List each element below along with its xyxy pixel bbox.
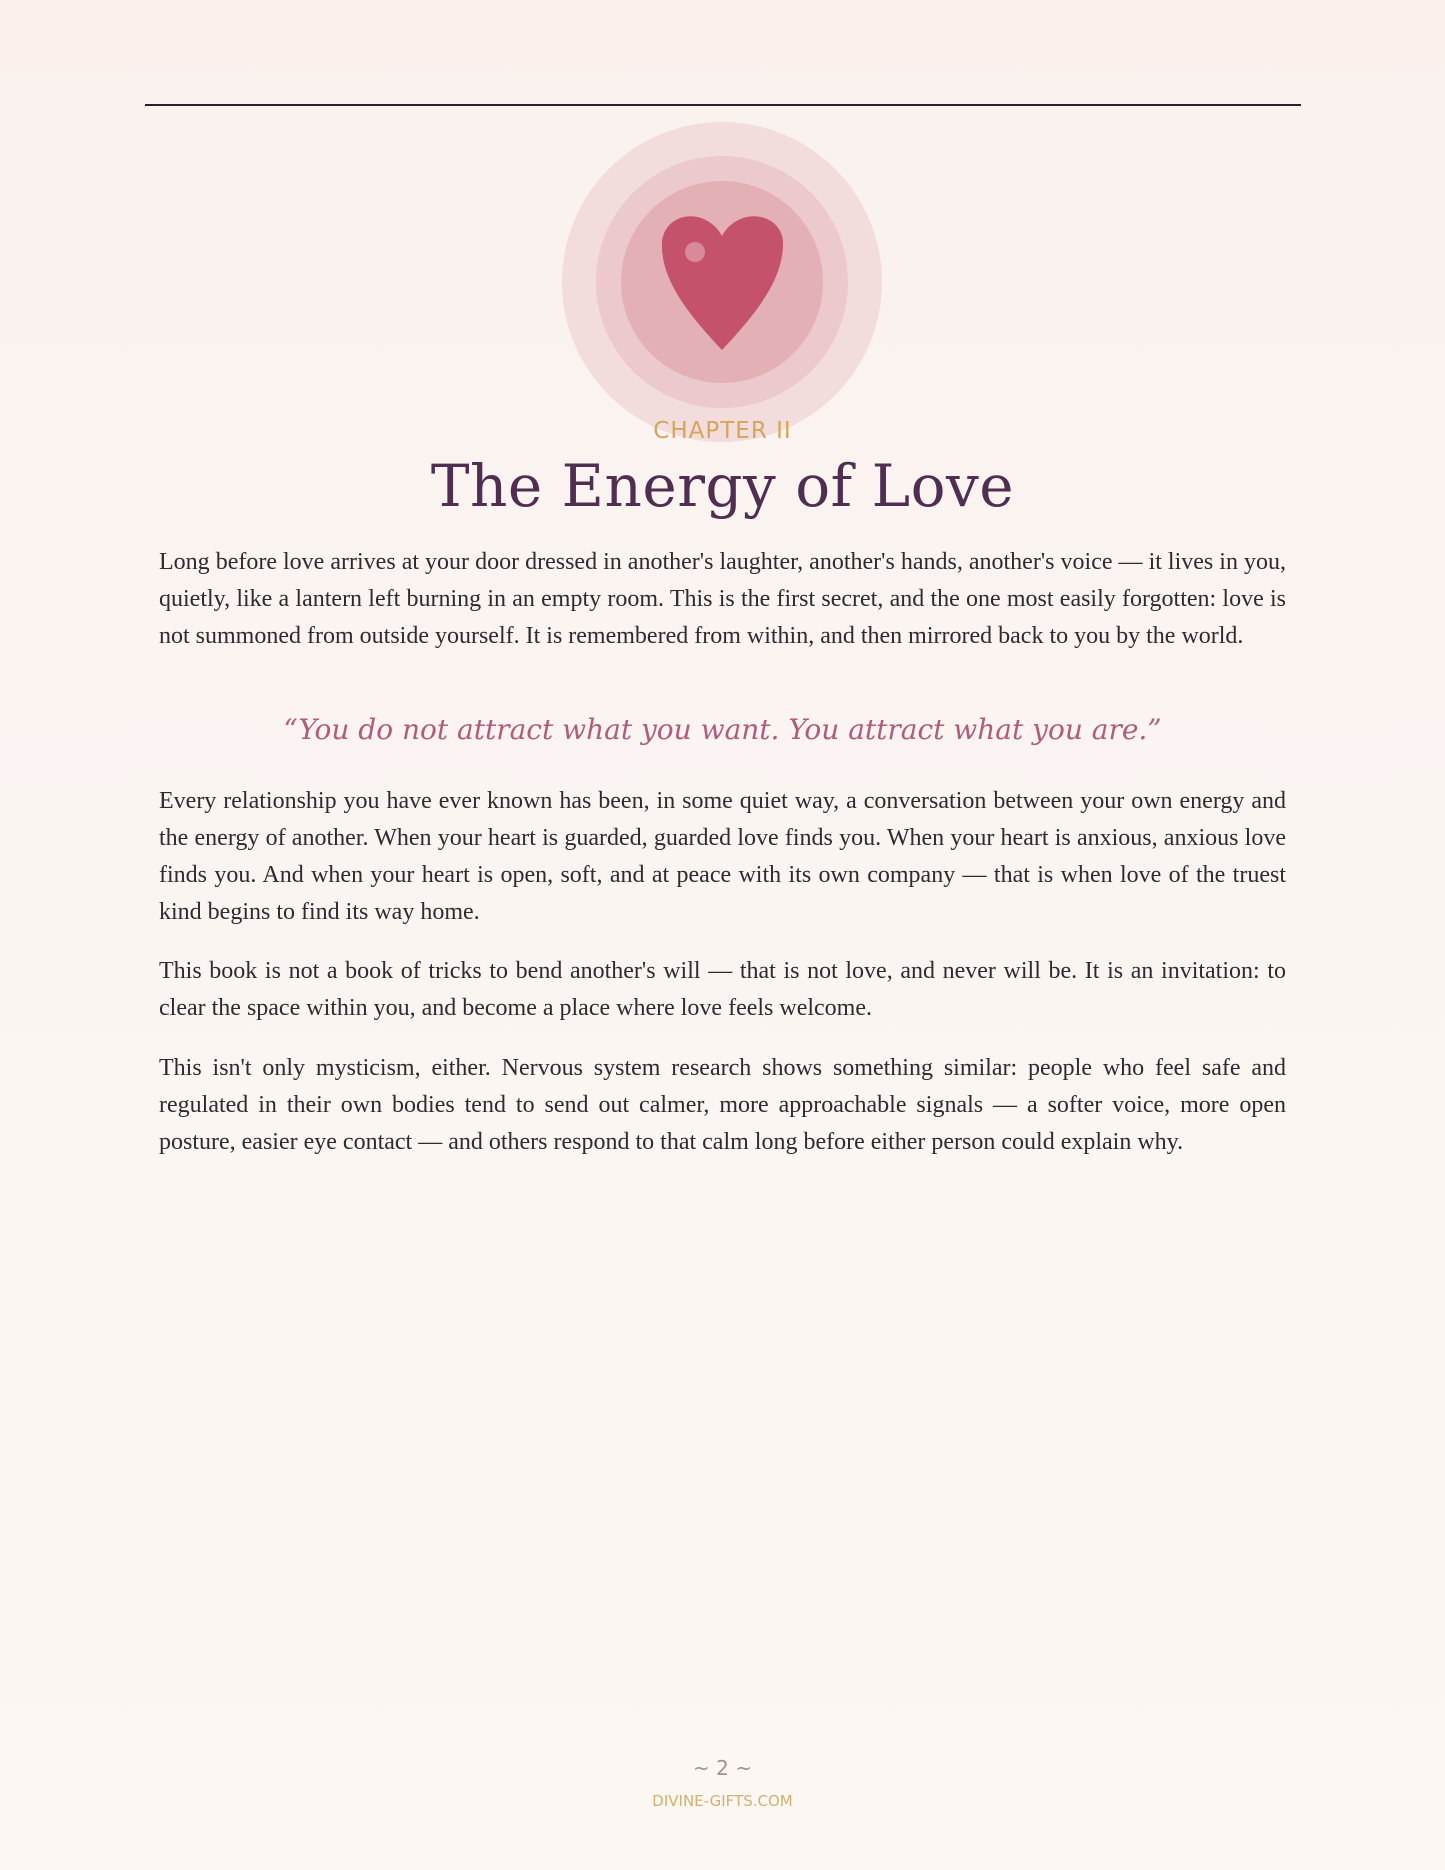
pull-quote: “You do not attract what you want. You attract what you are.” [283, 713, 1162, 746]
chapter-title: The Energy of Love [430, 452, 1015, 520]
footer-site-url: DIVINE-GIFTS.COM [652, 1792, 793, 1810]
chapter-label: CHAPTER II [653, 418, 792, 444]
heart-emblem-graphic [562, 122, 882, 442]
body-paragraph-2: Every relationship you have ever known has been, in some quiet way, a conversation between your own energy and the energy of another. When your heart is guarded, guarded love finds you. When your heart is anxious, anxious love finds you. And when your heart is open, soft, and at peace with its own company — that is when love of the truest kind begins to find its way home. [159, 788, 1286, 925]
body-paragraph-1: Long before love arrives at your door dressed in another's laughter, another's hands, another's voice — it lives in you, quietly, like a lantern left burning in an empty room. This is the first secret, and the one most easily forgotten: love is not summoned from outside yourself. It is remembered from within, and then mirrored back to you by the world. [159, 549, 1286, 649]
body-paragraph-4: This isn't only mysticism, either. Nervous system research shows something similar: people who feel safe and regulated in their own bodies tend to send out calmer, more approachable signals — a softer voice, more open posture, easier eye contact — and others respond to that calm long before either person could explain why. [159, 1055, 1286, 1155]
body-paragraph-3: This book is not a book of tricks to bend another's will — that is not love, and never will be. It is an invitation: to clear the space within you, and become a place where love feels welcome. [159, 958, 1286, 1021]
heart-highlight [685, 242, 705, 262]
page-number: ~ 2 ~ [693, 1756, 752, 1780]
top-divider-rule [145, 104, 1301, 106]
chapter-emblem [562, 122, 882, 442]
